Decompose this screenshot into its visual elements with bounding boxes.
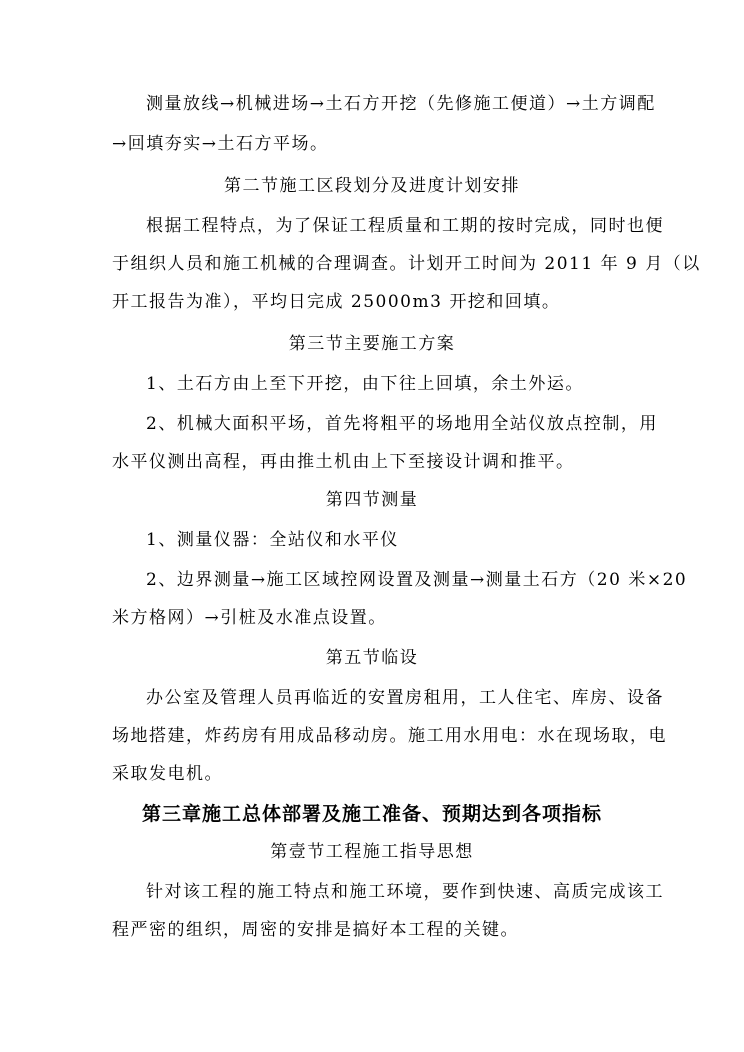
chapter-heading: 第三章施工总体部署及施工准备、预期达到各项指标 — [141, 803, 602, 825]
paragraph-line: 针对该工程的施工特点和施工环境，要作到快速、高质完成该工 — [146, 882, 664, 902]
section-heading: 第壹节工程施工指导思想 — [270, 842, 474, 862]
paragraph-line: 1、土石方由上至下开挖，由下往上回填，余土外运。 — [146, 374, 584, 394]
paragraph-line: 测量放线→机械进场→土石方开挖（先修施工便道）→土方调配 — [146, 94, 656, 114]
paragraph-line: 采取发电机。 — [112, 764, 223, 784]
paragraph-line: 2、边界测量→施工区域控网设置及测量→测量土石方（20 米×20 — [146, 570, 688, 590]
section-heading: 第三节主要施工方案 — [288, 334, 456, 354]
paragraph-line: 根据工程特点，为了保证工程质量和工期的按时完成，同时也便 — [146, 216, 664, 236]
paragraph-line: 1、测量仪器：全站仪和水平仪 — [146, 530, 399, 550]
paragraph-line: 程严密的组织，周密的安排是搞好本工程的关键。 — [112, 920, 519, 940]
section-heading: 第四节测量 — [325, 490, 419, 510]
paragraph-line: 场地搭建，炸药房有用成品移动房。施工用水用电：水在现场取，电 — [112, 726, 667, 746]
paragraph-line: →回填夯实→土石方平场。 — [112, 134, 329, 154]
section-heading: 第二节施工区段划分及进度计划安排 — [224, 176, 520, 196]
paragraph-line: 2、机械大面积平场，首先将粗平的场地用全站仪放点控制，用 — [146, 414, 658, 434]
paragraph-line: 开工报告为准），平均日完成 25000m3 开挖和回填。 — [112, 292, 561, 312]
paragraph-line: 于组织人员和施工机械的合理调查。计划开工时间为 2011 年 9 月（以 — [112, 254, 701, 274]
paragraph-line: 米方格网）→引桩及水准点设置。 — [112, 608, 387, 628]
paragraph-line: 水平仪测出高程，再由推土机由上下至接设计调和推平。 — [112, 452, 575, 472]
paragraph-line: 办公室及管理人员再临近的安置房租用，工人住宅、库房、设备 — [146, 688, 664, 708]
section-heading: 第五节临设 — [325, 648, 419, 668]
